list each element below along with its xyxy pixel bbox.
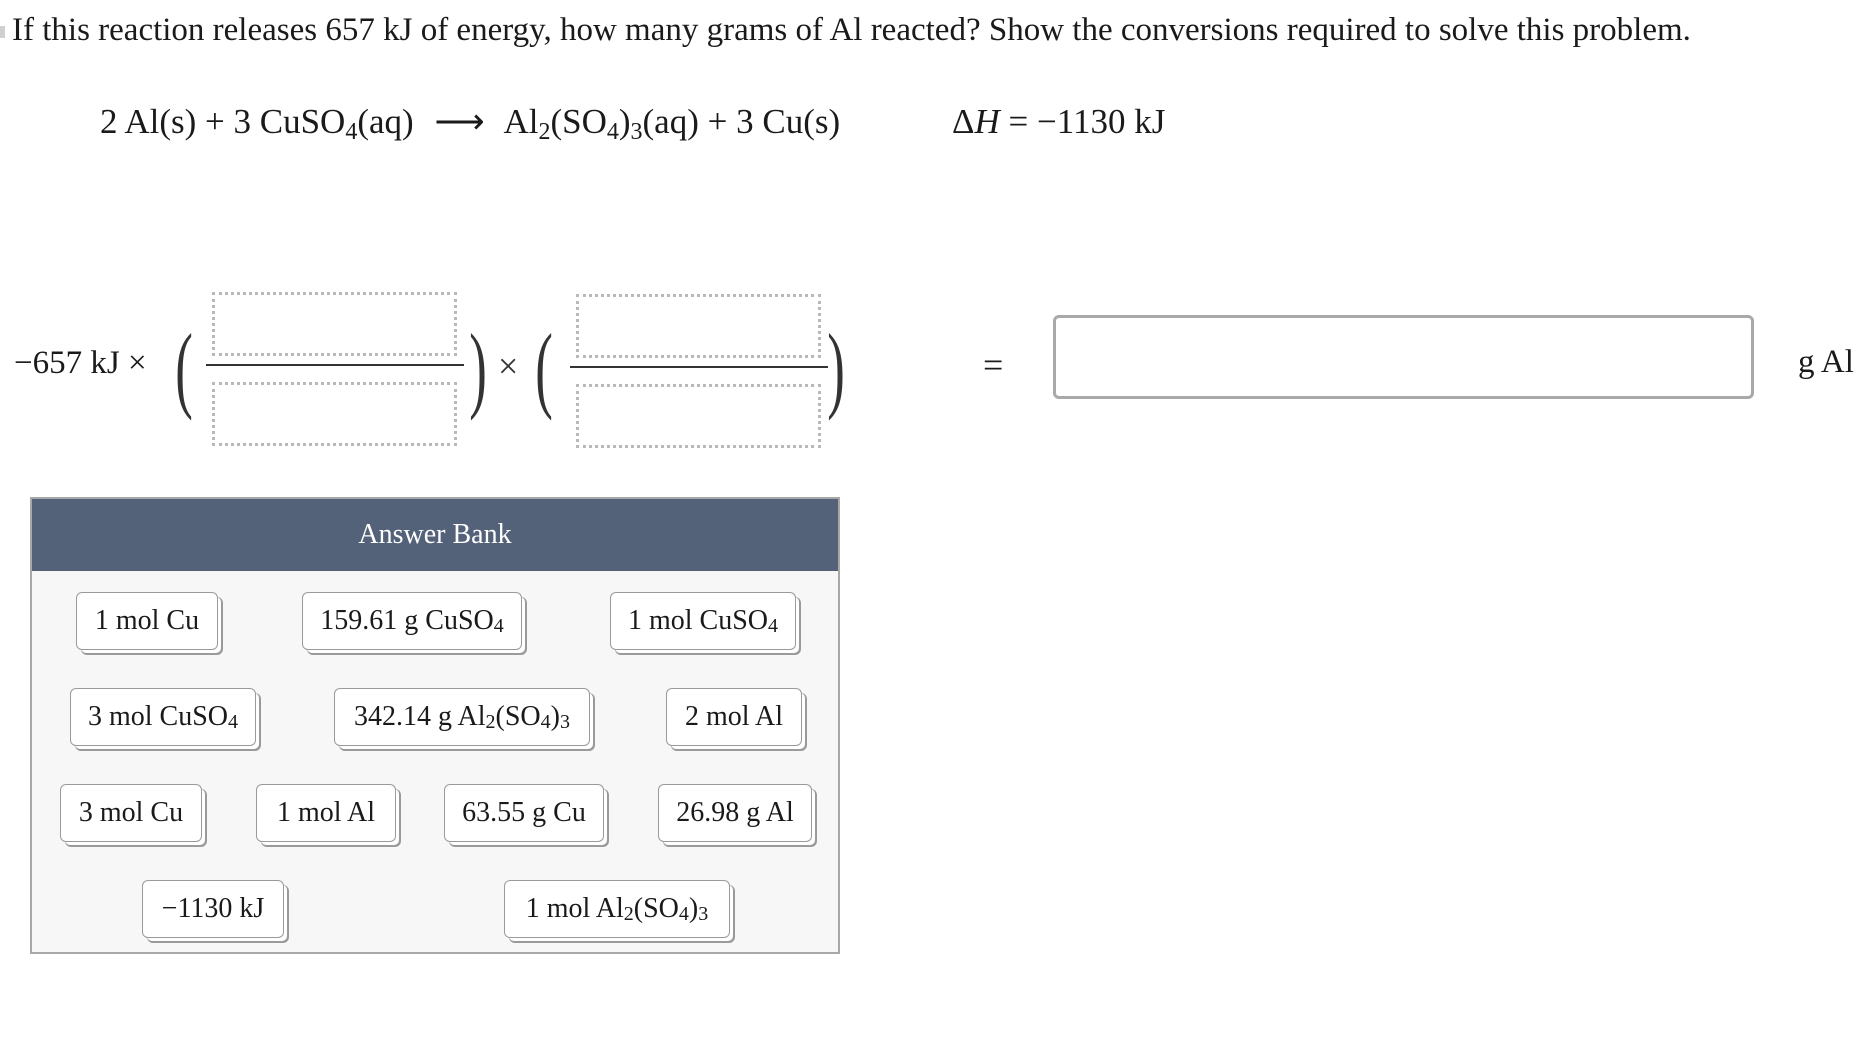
reaction-arrow: ⟶ — [434, 102, 485, 141]
left-paren-2: ( — [535, 314, 553, 421]
tile-neg-1130-kj[interactable]: −1130 kJ — [142, 880, 284, 938]
answer-unit: g Al — [1798, 344, 1854, 380]
tile-2-mol-al[interactable]: 2 mol Al — [666, 688, 802, 746]
answer-bank-title: Answer Bank — [32, 499, 838, 571]
equals-sign: = — [983, 345, 1004, 385]
multiply-sign: × — [498, 346, 519, 386]
right-paren-1: ) — [469, 314, 487, 421]
numerator-slot-2[interactable] — [576, 294, 821, 358]
answer-bank — [30, 497, 840, 954]
tile-3-mol-cu[interactable]: 3 mol Cu — [60, 784, 202, 842]
tile-63-55-g-cu[interactable]: 63.55 g Cu — [444, 784, 604, 842]
answer-input[interactable] — [1053, 315, 1754, 399]
tile-1-mol-al[interactable]: 1 mol Al — [256, 784, 396, 842]
left-paren-1: ( — [175, 314, 193, 421]
question-text: If this reaction releases 657 kJ of energy, how many grams of Al reacted? Show the conversions required to solve this problem. — [0, 12, 1679, 49]
fraction-bar-2 — [570, 366, 828, 368]
reaction-equation: 2 Al(s) + 3 CuSO$_4$(aq) ⟶ $Al_2(SO_4)_3(aq) + 3$ Cu(s) — [100, 102, 841, 145]
tile-1-mol-cuso4[interactable]: 1 mol CuSO $_4$ — [610, 592, 796, 650]
tile-342-14-g-al2so43[interactable]: 342.14 g Al $_2$ (SO $_4$ ) $_3$ — [334, 688, 590, 746]
tile-3-mol-cuso4[interactable]: 3 mol CuSO $_4$ — [70, 688, 256, 746]
tile-26-98-g-al[interactable]: 26.98 g Al — [658, 784, 812, 842]
question-marker — [0, 26, 5, 38]
enthalpy-change: ΔH = −1130 kJ — [952, 102, 1166, 141]
tile-159-61-g-cuso4[interactable]: 159.61 g CuSO $_4$ — [302, 592, 522, 650]
starting-quantity: −657 kJ × — [14, 345, 147, 381]
fraction-bar-1 — [206, 364, 464, 366]
tile-1-mol-al2so43[interactable]: 1 mol Al $_2$ (SO $_4$ ) $_3$ — [504, 880, 730, 938]
numerator-slot-1[interactable] — [212, 292, 457, 356]
right-paren-2: ) — [827, 314, 845, 421]
denominator-slot-1[interactable] — [212, 382, 457, 446]
denominator-slot-2[interactable] — [576, 384, 821, 448]
tile-1-mol-cu[interactable]: 1 mol Cu — [76, 592, 218, 650]
